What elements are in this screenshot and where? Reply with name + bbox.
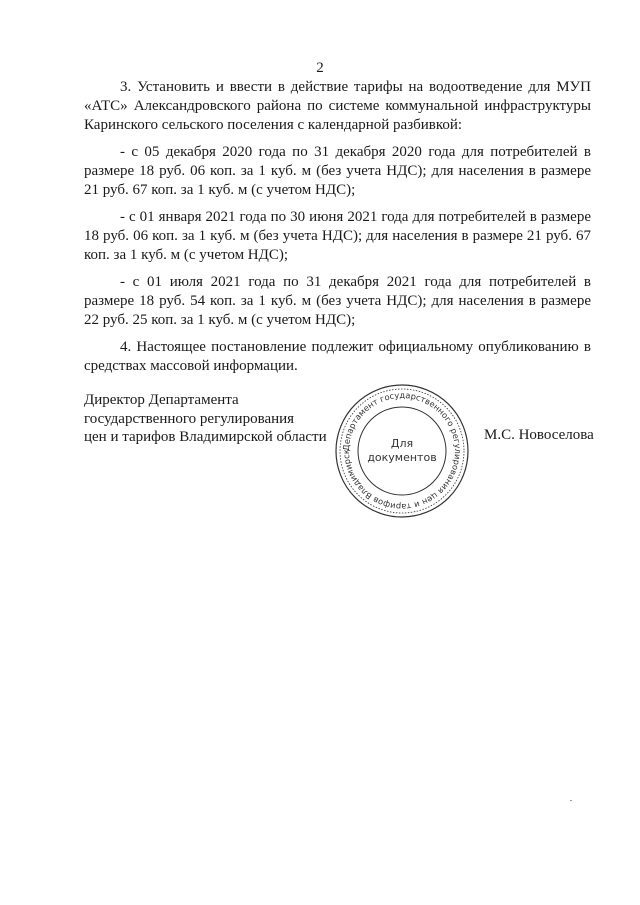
stamp-center-line-1: Для [390,437,414,450]
paragraph-3-intro: 3. Установить и ввести в действие тарифы на водоотведение для МУП «АТС» Александровского района по системе коммунальной инфраструктуры Каринского сельского поселения с календарной разбивкой: [84,79,591,133]
stamp-center-line-2: документов [367,451,437,464]
page-number: 2 [316,60,324,76]
position-line-2: государственного регулирования [84,410,295,427]
paragraph-4: 4. Настоящее постановление подлежит официальному опубликованию в средствах массовой информации. [84,339,591,374]
document-body [84,78,591,384]
tariff-item-1: - с 05 декабря 2020 года по 31 декабря 2020 года для потребителей в размере 18 руб. 06 коп. за 1 куб. м (без учета НДС); для населения в размере 21 руб. 67 коп. за 1 куб. м (с учетом НДС); [84,144,591,198]
scan-speck [570,800,572,801]
signatory-name: М.С. Новоселова [484,427,594,443]
stamp-seal-icon [334,383,470,519]
tariff-item-3: - с 01 июля 2021 года по 31 декабря 2021 года для потребителей в размере 18 руб. 54 коп. за 1 куб. м (без учета НДС); для населения в размере 22 руб. 25 коп. за 1 куб. м (с учетом НДС); [84,274,591,328]
stamp-ring-text: Департамент государственного регулирования цен и тарифов Владимирск [340,389,464,513]
position-line-3: цен и тарифов Владимирской области [84,429,327,445]
official-stamp [334,383,470,519]
position-line-1: Директор Департамента [84,392,239,408]
signatory-position [84,391,334,447]
tariff-item-2: - с 01 января 2021 года по 30 июня 2021 года для потребителей в размере 18 руб. 06 коп. за 1 куб. м (без учета НДС); для населения в размере 21 руб. 67 коп. за 1 куб. м (с учетом НДС); [84,209,591,263]
